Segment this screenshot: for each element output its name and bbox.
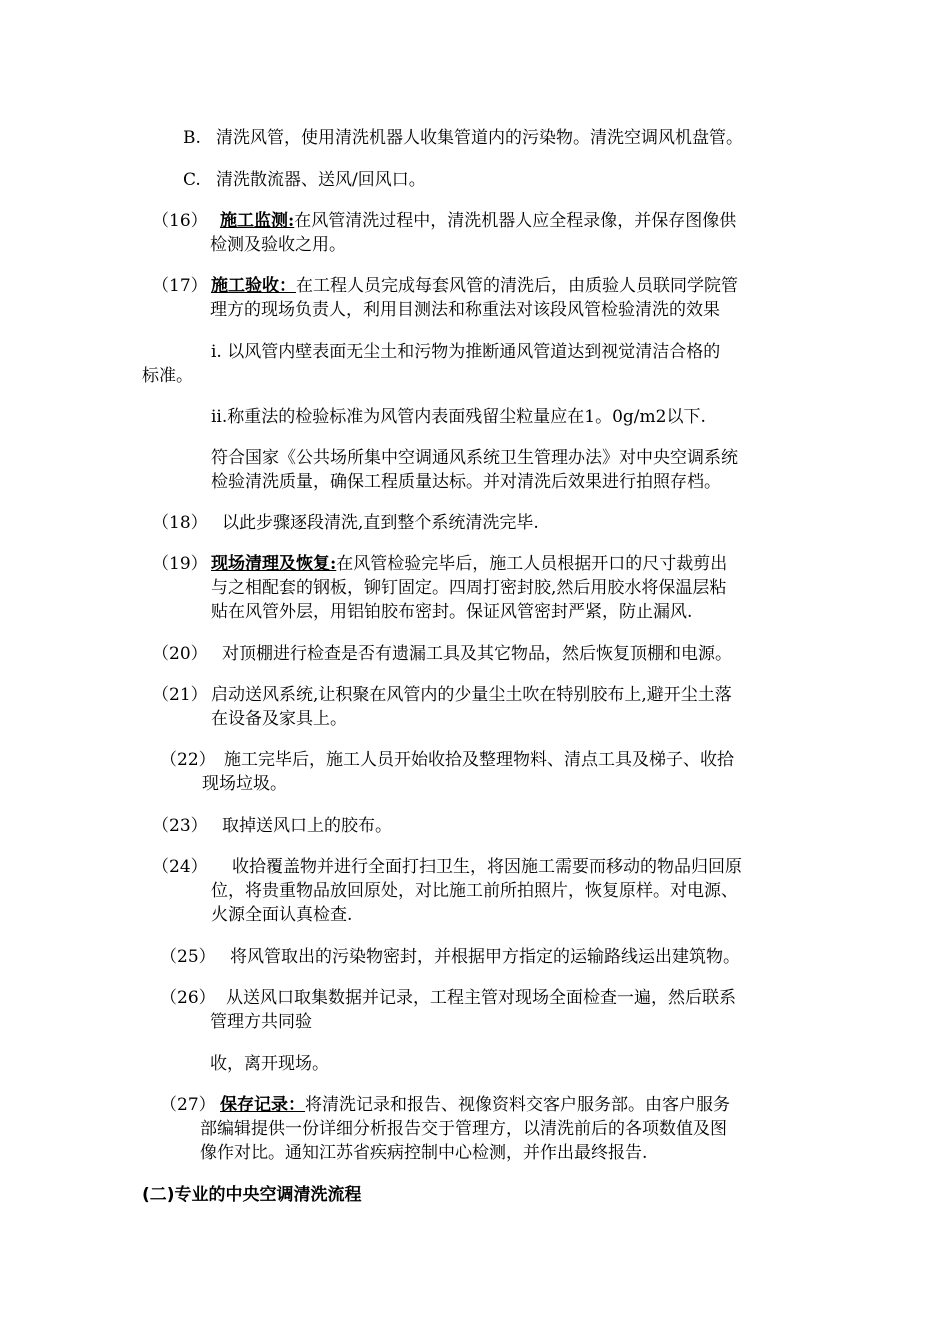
item-19-line-3: 贴在风管外层，用铝铂胶布密封。保证风管密封严紧，防止漏风. (211, 602, 693, 622)
item-25-number: （25） (160, 947, 216, 967)
item-27-number: （27） (160, 1095, 216, 1115)
item-21-number: （21） (152, 685, 208, 705)
item-16-keyword: 施工监测: (220, 211, 295, 231)
item-17ii-line: ii.称重法的检验标准为风管内表面残留尘粒量应在1。0g/m2以下. (211, 407, 706, 427)
item-18-number: （18） (152, 513, 208, 533)
item-19-line-2: 与之相配套的钢板，铆钉固定。四周打密封胶,然后用胶水将保温层粘 (211, 578, 727, 598)
item-24-line-1: 收拾覆盖物并进行全面打扫卫生，将因施工需要而移动的物品归回原 (232, 857, 742, 877)
item-16-line-1: 施工监测:在风管清洗过程中，清洗机器人应全程录像，并保存图像供 (220, 211, 737, 231)
item-16-line-2: 检测及验收之用。 (210, 235, 346, 255)
item-26-line-2: 管理方共同验 (210, 1012, 312, 1032)
item-17-number: （17） (152, 276, 208, 296)
section-heading: (二)专业的中央空调清洗流程 (142, 1185, 362, 1205)
item-b-text: 清洗风管，使用清洗机器人收集管道内的污染物。清洗空调风机盘管。 (216, 128, 743, 148)
item-25-text: 将风管取出的污染物密封，并根据甲方指定的运输路线运出建筑物。 (230, 947, 740, 967)
item-26-line-3: 收，离开现场。 (210, 1054, 329, 1074)
item-21-line-2: 在设备及家具上。 (211, 709, 347, 729)
item-19-number: （19） (152, 554, 208, 574)
item-b-number: B. (183, 128, 201, 148)
item-27-line-2: 部编辑提供一份详细分析报告交于管理方，以清洗前后的各项数值及图 (200, 1119, 727, 1139)
item-26-line-1: 从送风口取集数据并记录，工程主管对现场全面检查一遍，然后联系 (226, 988, 736, 1008)
item-17-keyword: 施工验收： (211, 276, 296, 296)
item-27-keyword: 保存记录： (220, 1095, 305, 1115)
item-20-text: 对顶棚进行检查是否有遗漏工具及其它物品，然后恢复顶棚和电源。 (222, 644, 732, 664)
item-18-text: 以此步骤逐段清洗,直到整个系统清洗完毕. (222, 513, 539, 533)
item-17-note-line-1: 符合国家《公共场所集中空调通风系统卫生管理办法》对中央空调系统 (211, 448, 738, 468)
item-23-number: （23） (152, 816, 208, 836)
item-c-number: C. (183, 170, 201, 190)
item-16-number: （16） (152, 211, 208, 231)
item-22-number: （22） (160, 750, 216, 770)
item-24-line-3: 火源全面认真检查. (211, 905, 353, 925)
item-22-line-1: 施工完毕后，施工人员开始收拾及整理物料、清点工具及梯子、收拾 (224, 750, 734, 770)
item-19-line-1: 现场清理及恢复:在风管检验完毕后，施工人员根据开口的尺寸裁剪出 (211, 554, 728, 574)
item-24-line-2: 位，将贵重物品放回原处，对比施工前所拍照片，恢复原样。对电源、 (211, 881, 738, 901)
item-27-line-1: 保存记录：将清洗记录和报告、视像资料交客户服务部。由客户服务 (220, 1095, 730, 1115)
item-23-text: 取掉送风口上的胶布。 (222, 816, 392, 836)
item-26-number: （26） (160, 988, 216, 1008)
item-17-note-line-2: 检验清洗质量，确保工程质量达标。并对清洗后效果进行拍照存档。 (211, 472, 721, 492)
item-24-number: （24） (152, 857, 208, 877)
item-17-line-2: 理方的现场负责人，利用目测法和称重法对该段风管检验清洗的效果 (210, 300, 720, 320)
item-19-keyword: 现场清理及恢复: (211, 554, 337, 574)
item-17-line-1: 施工验收：在工程人员完成每套风管的清洗后，由质验人员联同学院管 (211, 276, 738, 296)
item-21-line-1: 启动送风系统,让积聚在风管内的少量尘土吹在特别胶布上,避开尘土落 (211, 685, 732, 705)
item-22-line-2: 现场垃圾。 (202, 774, 287, 794)
item-27-line-3: 像作对比。通知江苏省疾病控制中心检测，并作出最终报告. (200, 1143, 648, 1163)
item-17i-line-1: i. 以风管内壁表面无尘土和污物为推断通风管道达到视觉清洁合格的 (211, 342, 721, 362)
item-c-text: 清洗散流器、送风/回风口。 (216, 170, 426, 190)
item-20-number: （20） (152, 644, 208, 664)
item-17i-line-2: 标准。 (142, 366, 193, 386)
